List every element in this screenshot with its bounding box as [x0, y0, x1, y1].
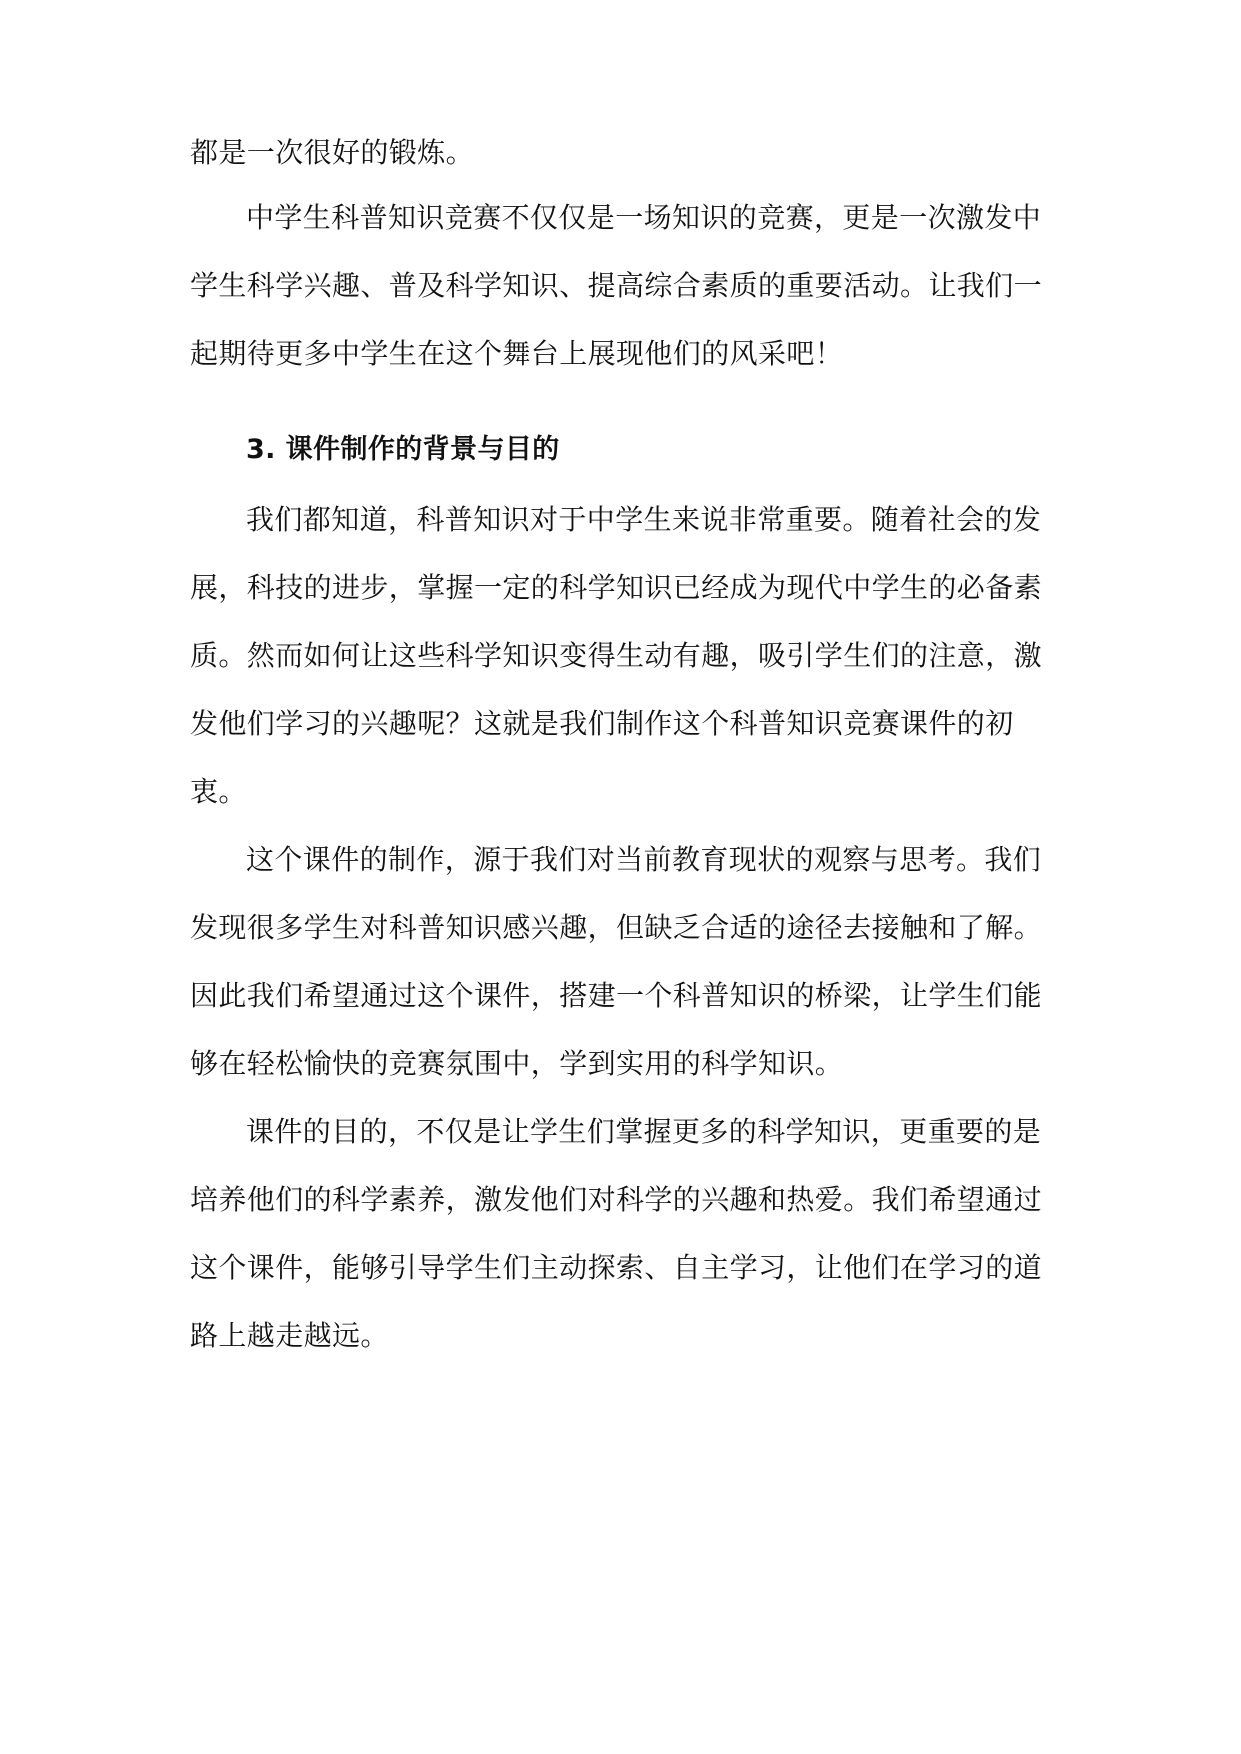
- paragraph-2-line-5: 衷。: [190, 775, 247, 808]
- paragraph-2-line-3: 质。然而如何让这些科学知识变得生动有趣，吸引学生们的注意，激: [190, 639, 1043, 672]
- paragraph-2-line-2: 展，科技的进步，掌握一定的科学知识已经成为现代中学生的必备素: [190, 571, 1043, 604]
- paragraph-continued-line-1: 都是一次很好的锻炼。: [190, 136, 475, 169]
- paragraph-2-line-1: 我们都知道，科普知识对于中学生来说非常重要。随着社会的发: [246, 503, 1042, 536]
- paragraph-4-line-1: 课件的目的，不仅是让学生们掌握更多的科学知识，更重要的是: [246, 1115, 1042, 1148]
- paragraph-4-line-3: 这个课件，能够引导学生们主动探索、自主学习，让他们在学习的道: [190, 1251, 1043, 1284]
- paragraph-3-line-3: 因此我们希望通过这个课件，搭建一个科普知识的桥梁，让学生们能: [190, 979, 1043, 1012]
- paragraph-1-line-1: 中学生科普知识竞赛不仅仅是一场知识的竞赛，更是一次激发中: [246, 201, 1042, 234]
- paragraph-4-line-4: 路上越走越远。: [190, 1319, 389, 1352]
- paragraph-1-line-3: 起期待更多中学生在这个舞台上展现他们的风采吧！: [190, 337, 844, 370]
- paragraph-3-line-4: 够在轻松愉快的竞赛氛围中，学到实用的科学知识。: [190, 1047, 844, 1080]
- paragraph-2-line-4: 发他们学习的兴趣呢？这就是我们制作这个科普知识竞赛课件的初: [190, 707, 1014, 740]
- paragraph-3-line-2: 发现很多学生对科普知识感兴趣，但缺乏合适的途径去接触和了解。: [190, 911, 1043, 944]
- paragraph-1-line-2: 学生科学兴趣、普及科学知识、提高综合素质的重要活动。让我们一: [190, 269, 1043, 302]
- paragraph-4-line-2: 培养他们的科学素养，激发他们对科学的兴趣和热爱。我们希望通过: [190, 1183, 1043, 1216]
- paragraph-3-line-1: 这个课件的制作，源于我们对当前教育现状的观察与思考。我们: [246, 843, 1042, 876]
- section-heading: 3. 课件制作的背景与目的: [246, 434, 560, 465]
